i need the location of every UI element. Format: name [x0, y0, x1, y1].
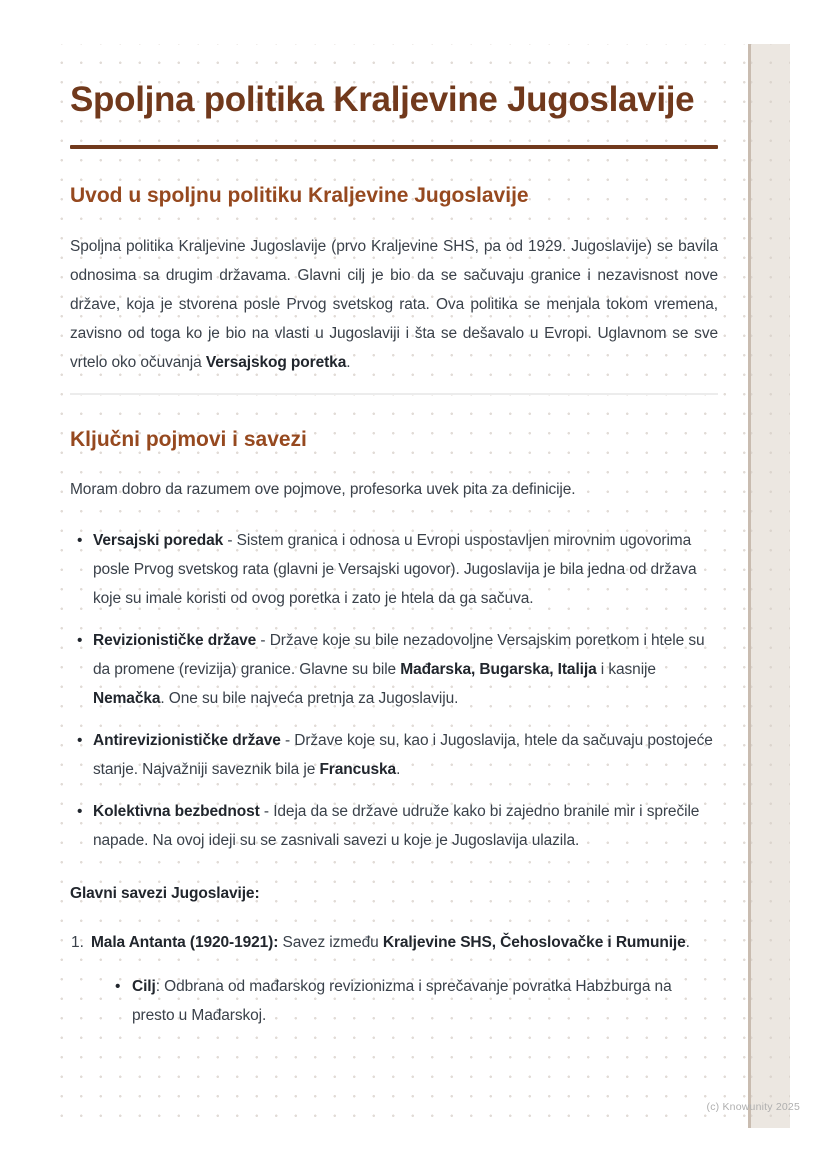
list-item-kolektivna-bezbednost: • Kolektivna bezbednost - Ideja da se države udruže kako bi zajedno branile mir i sprečile napade. Na ovoj ideji su se zasnivali savezi u koje je Jugoslavija ulazila.: [70, 797, 718, 855]
section-key-terms: [70, 427, 718, 1030]
key-terms-list: [70, 526, 718, 855]
list-item-versajski-poredak: • Versajski poredak - Sistem granica i odnosa u Evropi uspostavljen mirovnim ugovorima posle Prvog svetskog rata (glavni je Versajski ugovor). Jugoslavija je bila jedna od država koje su imale koristi od ovog poretka i zato je htela da ga sačuva.: [70, 526, 718, 613]
page-title: Spoljna politika Kraljevine Jugoslavije: [70, 80, 695, 119]
numbered-item-sublist: [91, 972, 718, 1030]
alliances-subheading: Glavni savezi Jugoslavije:: [70, 885, 260, 902]
intro-paragraph: Spoljna politika Kraljevine Jugoslavije (prvo Kraljevine SHS, pa od 1929. Jugoslavije) se bavila odnosima sa drugim državama. Glavni cilj je bio da se sačuvaju granice i nezavisnost nove države, koja je stvorena posle Prvog svetskog rata. Ova politika se menjala tokom vremena, zavisno od toga ko je bio na vlasti u Jugoslaviji i šta se dešavalo u Evropi. Uglavnom se sve vrtelo oko očuvanja Versajskog poretka.: [70, 238, 718, 371]
intro-heading: Uvod u spoljnu politiku Kraljevine Jugoslavije: [70, 184, 529, 207]
terms-lead-text: Moram dobro da razumem ove pojmove, profesorka uvek pita za definicije.: [70, 481, 576, 498]
note-content: [70, 76, 718, 1030]
list-item-antirevizionisticke-drzave: • Antirevizionističke države - Države koje su, kao i Jugoslavija, htele da sačuvaju postojeće stanje. Najvažniji saveznik bila je Francuska.: [70, 726, 718, 784]
section-intro: [70, 183, 718, 377]
note-sheet: [45, 44, 790, 1128]
page-edge-strip: [748, 44, 790, 1128]
numbered-item-mala-antanta: [70, 928, 718, 1030]
list-item-revizionisticke-drzave: • Revizionističke države - Države koje su bile nezadovoljne Versajskim poretkom i htele su da promene (revizija) granice. Glavne su bile Mađarska, Bugarska, Italija i kasnije Nemačka. One su bile najveća pretnja za Jugoslaviju.: [70, 626, 718, 713]
numbered-item-text: Mala Antanta (1920-1921): Savez između Kraljevine SHS, Čehoslovačke i Rumunije.: [91, 934, 690, 951]
title-rule: [70, 145, 718, 149]
copyright-note: (c) Knowunity 2025: [706, 1101, 800, 1113]
alliances-list: [70, 928, 718, 1030]
terms-heading: Ključni pojmovi i savezi: [70, 428, 307, 451]
section-divider: [70, 393, 718, 395]
sub-list-item-cilj: • Cilj: Odbrana od mađarskog revizionizma i sprečavanje povratka Habzburga na presto u Mađarskoj.: [115, 972, 718, 1030]
